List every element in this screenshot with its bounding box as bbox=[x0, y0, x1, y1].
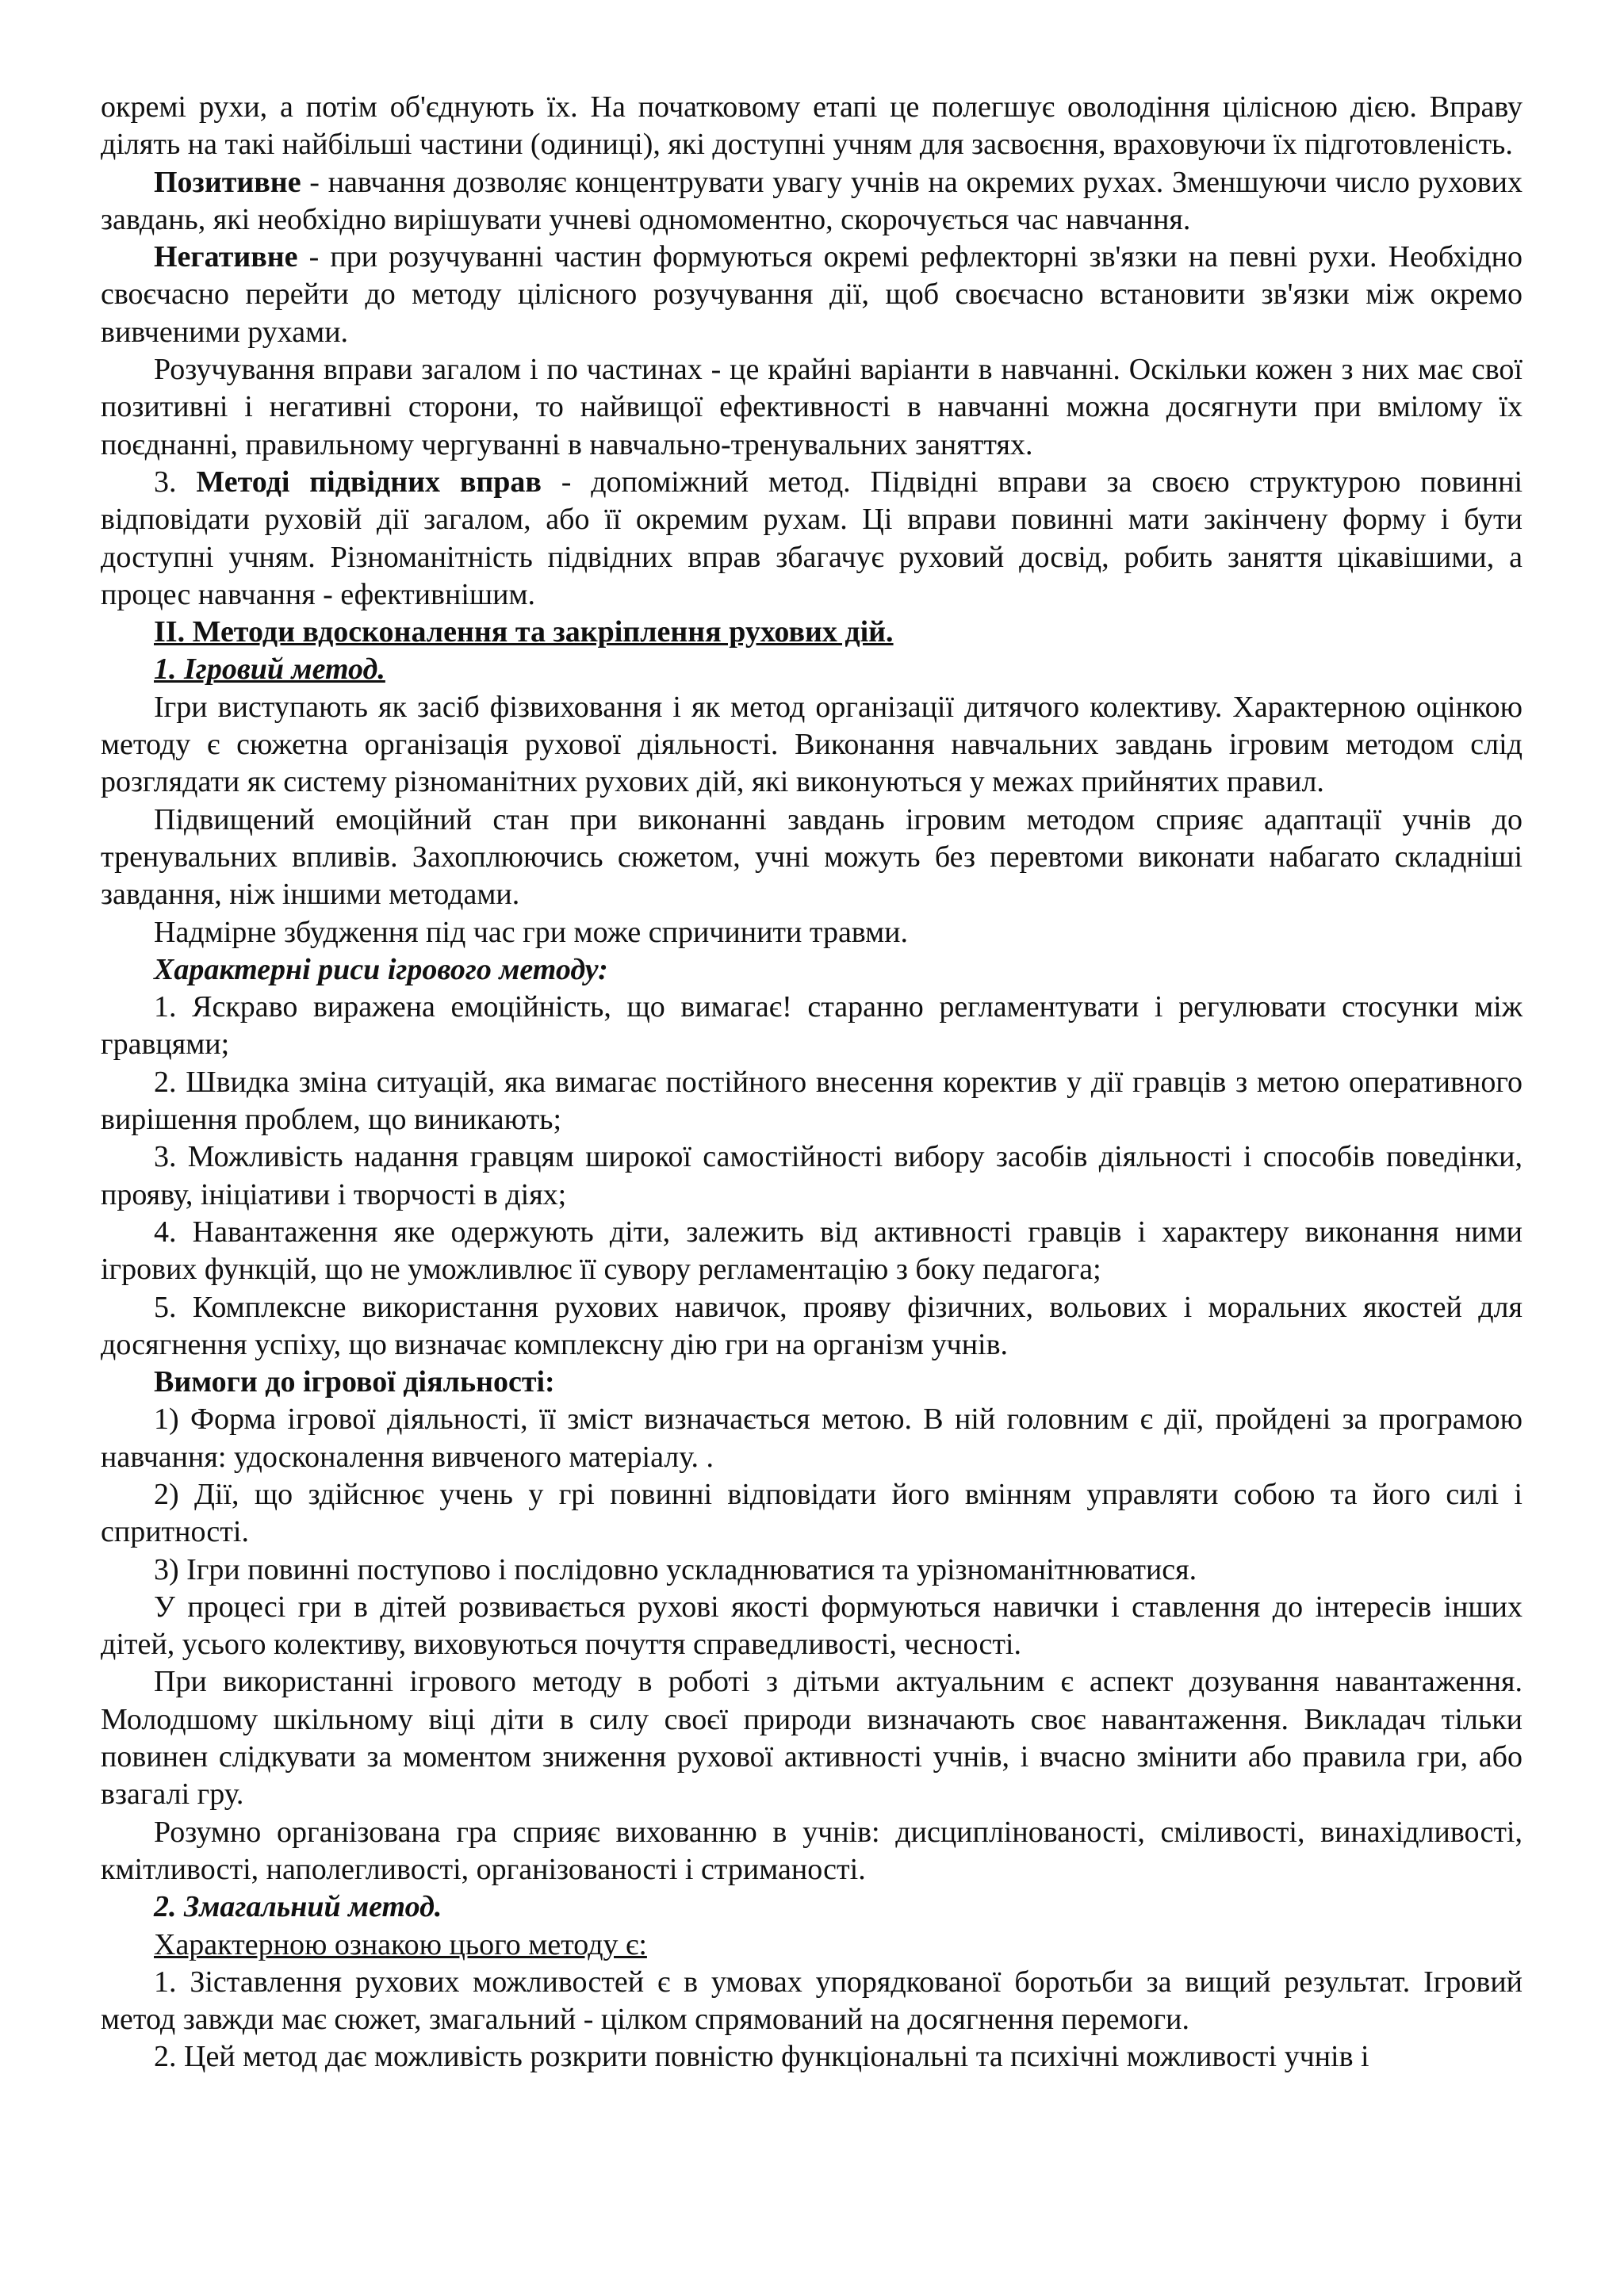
paragraph-text: - при розучуванні частин формуються окремі рефлекторні зв'язки на певні рухи. Необхідно своєчасно перейти до методу цілісного розучування дії, щоб своєчасно встановити зв'язки між окремо вивченими рухами. bbox=[101, 240, 1522, 349]
list-item: 1. Яскраво виражена емоційність, що вимагає! старанно регламентувати і регулювати стосунки між гравцями; bbox=[101, 990, 1522, 1062]
paragraph: Підвищений емоційний стан при виконанні завдань ігровим методом сприяє адаптації учнів до тренувальних впливів. Захоплюючись сюжетом, учні можуть без перевтоми виконати набагато складніші завдання, ніж іншими методами. bbox=[101, 802, 1522, 912]
paragraph-method-3 bbox=[101, 464, 1522, 614]
paragraph-text: - допоміжний метод. Підвідні вправи за своєю структурою повинні відповідати руховій дії загалом, або її окремим рухам. Ці вправи повинні мати закінчену форму і бути доступні учням. Різноманітність підвідних вправ збагачує руховий досвід, робить заняття цікавішими, а процес навчання - ефективнішим. bbox=[101, 465, 1523, 611]
term-positive: Позитивне bbox=[154, 165, 301, 199]
list-item: 2. Цей метод дає можливість розкрити повністю функціональні та психічні можливості учнів і bbox=[154, 2040, 1369, 2074]
item-number: 3. bbox=[154, 465, 197, 499]
section-heading: ІІ. Методи вдосконалення та закріплення рухових дій. bbox=[154, 615, 894, 649]
paragraph: При використанні ігрового методу в роботі з дітьми актуальним є аспект дозування навантаження. Молодшому шкільному віці діти в силу своєї природи визначають своє навантаження. Викладач тільки повинен слідкувати за моментом зниження рухової активності учнів, і вчасно змінити або правила гри, або взагалі гру. bbox=[101, 1665, 1522, 1812]
list-item: 3) Ігри повинні поступово і послідовно ускладнюватися та урізноманітнюватися. bbox=[154, 1552, 1197, 1586]
list-item: 3. Можливість надання гравцям широкої самостійності вибору засобів діяльності і способів поведінки, прояву, ініціативи і творчості в діях; bbox=[101, 1140, 1522, 1211]
paragraph: Надмірне збудження під час гри може спричинити травми. bbox=[154, 915, 908, 949]
term-lead-up-exercises: Методі підвідних вправ bbox=[196, 465, 542, 499]
paragraph: У процесі гри в дітей розвивається рухові якості формуються навички і ставлення до інтересів інших дітей, усього колективу, виховуються почуття справедливості, чесності. bbox=[101, 1590, 1522, 1662]
term-negative: Негативне bbox=[154, 240, 298, 274]
subsection-heading-game-method: 1. Ігровий метод. bbox=[154, 652, 385, 687]
list-item: 1) Форма ігрової діяльності, її зміст визначається метою. В ній головним є дії, пройдені за програмою навчання: удосконалення вивченого матеріалу. . bbox=[101, 1402, 1522, 1474]
list-item: 1. Зіставлення рухових можливостей є в умовах упорядкованої боротьби за вищий результат. Ігровий метод завжди має сюжет, змагальний - цілком спрямований на досягнення перемоги. bbox=[101, 1965, 1522, 2037]
list-item: 4. Навантаження яке одержують діти, залежить від активності гравців і характеру виконання ними ігрових функцій, що не уможливлює її сувору регламентацію з боку педагога; bbox=[101, 1215, 1522, 1287]
list-item: 2) Дії, що здійснює учень у грі повинні відповідати його вмінням управляти собою та його силі і спритності. bbox=[101, 1477, 1522, 1549]
paragraph: Ігри виступають як засіб фізвиховання і як метод організації дитячого колективу. Характерною оцінкою методу є сюжетна організація рухової діяльності. Виконання навчальних завдань ігровим методом слід розглядати як систему різноманітних рухових дій, які виконуються у межах прийнятих правил. bbox=[101, 690, 1522, 799]
paragraph: Розумно організована гра сприяє вихованню в учнів: дисциплінованості, сміливості, винахідливості, кмітливості, наполегливості, організованості і стриманості. bbox=[101, 1815, 1522, 1886]
competitive-intro: Характерною ознакою цього методу є: bbox=[154, 1927, 647, 1961]
subsection-heading-requirements: Вимоги до ігрової діяльності: bbox=[154, 1365, 555, 1399]
list-item: 2. Швидка зміна ситуацій, яка вимагає постійного внесення коректив у дії гравців з метою оперативного вирішення проблем, що виникають; bbox=[101, 1065, 1522, 1137]
paragraph-text: - навчання дозволяє концентрувати увагу учнів на окремих рухах. Зменшуючи число рухових завдань, які необхідно вирішувати учневі одномоментно, скорочується час навчання. bbox=[101, 165, 1522, 236]
subsection-heading-features: Характерні риси ігрового методу: bbox=[154, 952, 608, 986]
paragraph: Розучування вправи загалом і по частинах - це крайні варіанти в навчанні. Оскільки кожен з них має свої позитивні і негативні сторони, то найвищої ефективності в навчанні можна досягнути при вмілому їх поєднанні, правильному чергуванні в навчально-тренувальних заняттях. bbox=[101, 353, 1522, 461]
paragraph-positive bbox=[101, 164, 1522, 239]
subsection-heading-competitive-method: 2. Змагальний метод. bbox=[154, 1890, 442, 1924]
list-item: 5. Комплексне використання рухових навичок, прояву фізичних, вольових і моральних якостей для досягнення успіху, що визначає комплексну дію гри на організм учнів. bbox=[101, 1290, 1522, 1361]
paragraph: окремі рухи, а потім об'єднують їх. На початковому етапі це полегшує оволодіння цілісною дією. Вправу ділять на такі найбільші частини (одиниці), які доступні учням для засвоєння, враховуючи їх підготовленість. bbox=[101, 90, 1522, 162]
paragraph-negative bbox=[101, 239, 1522, 351]
